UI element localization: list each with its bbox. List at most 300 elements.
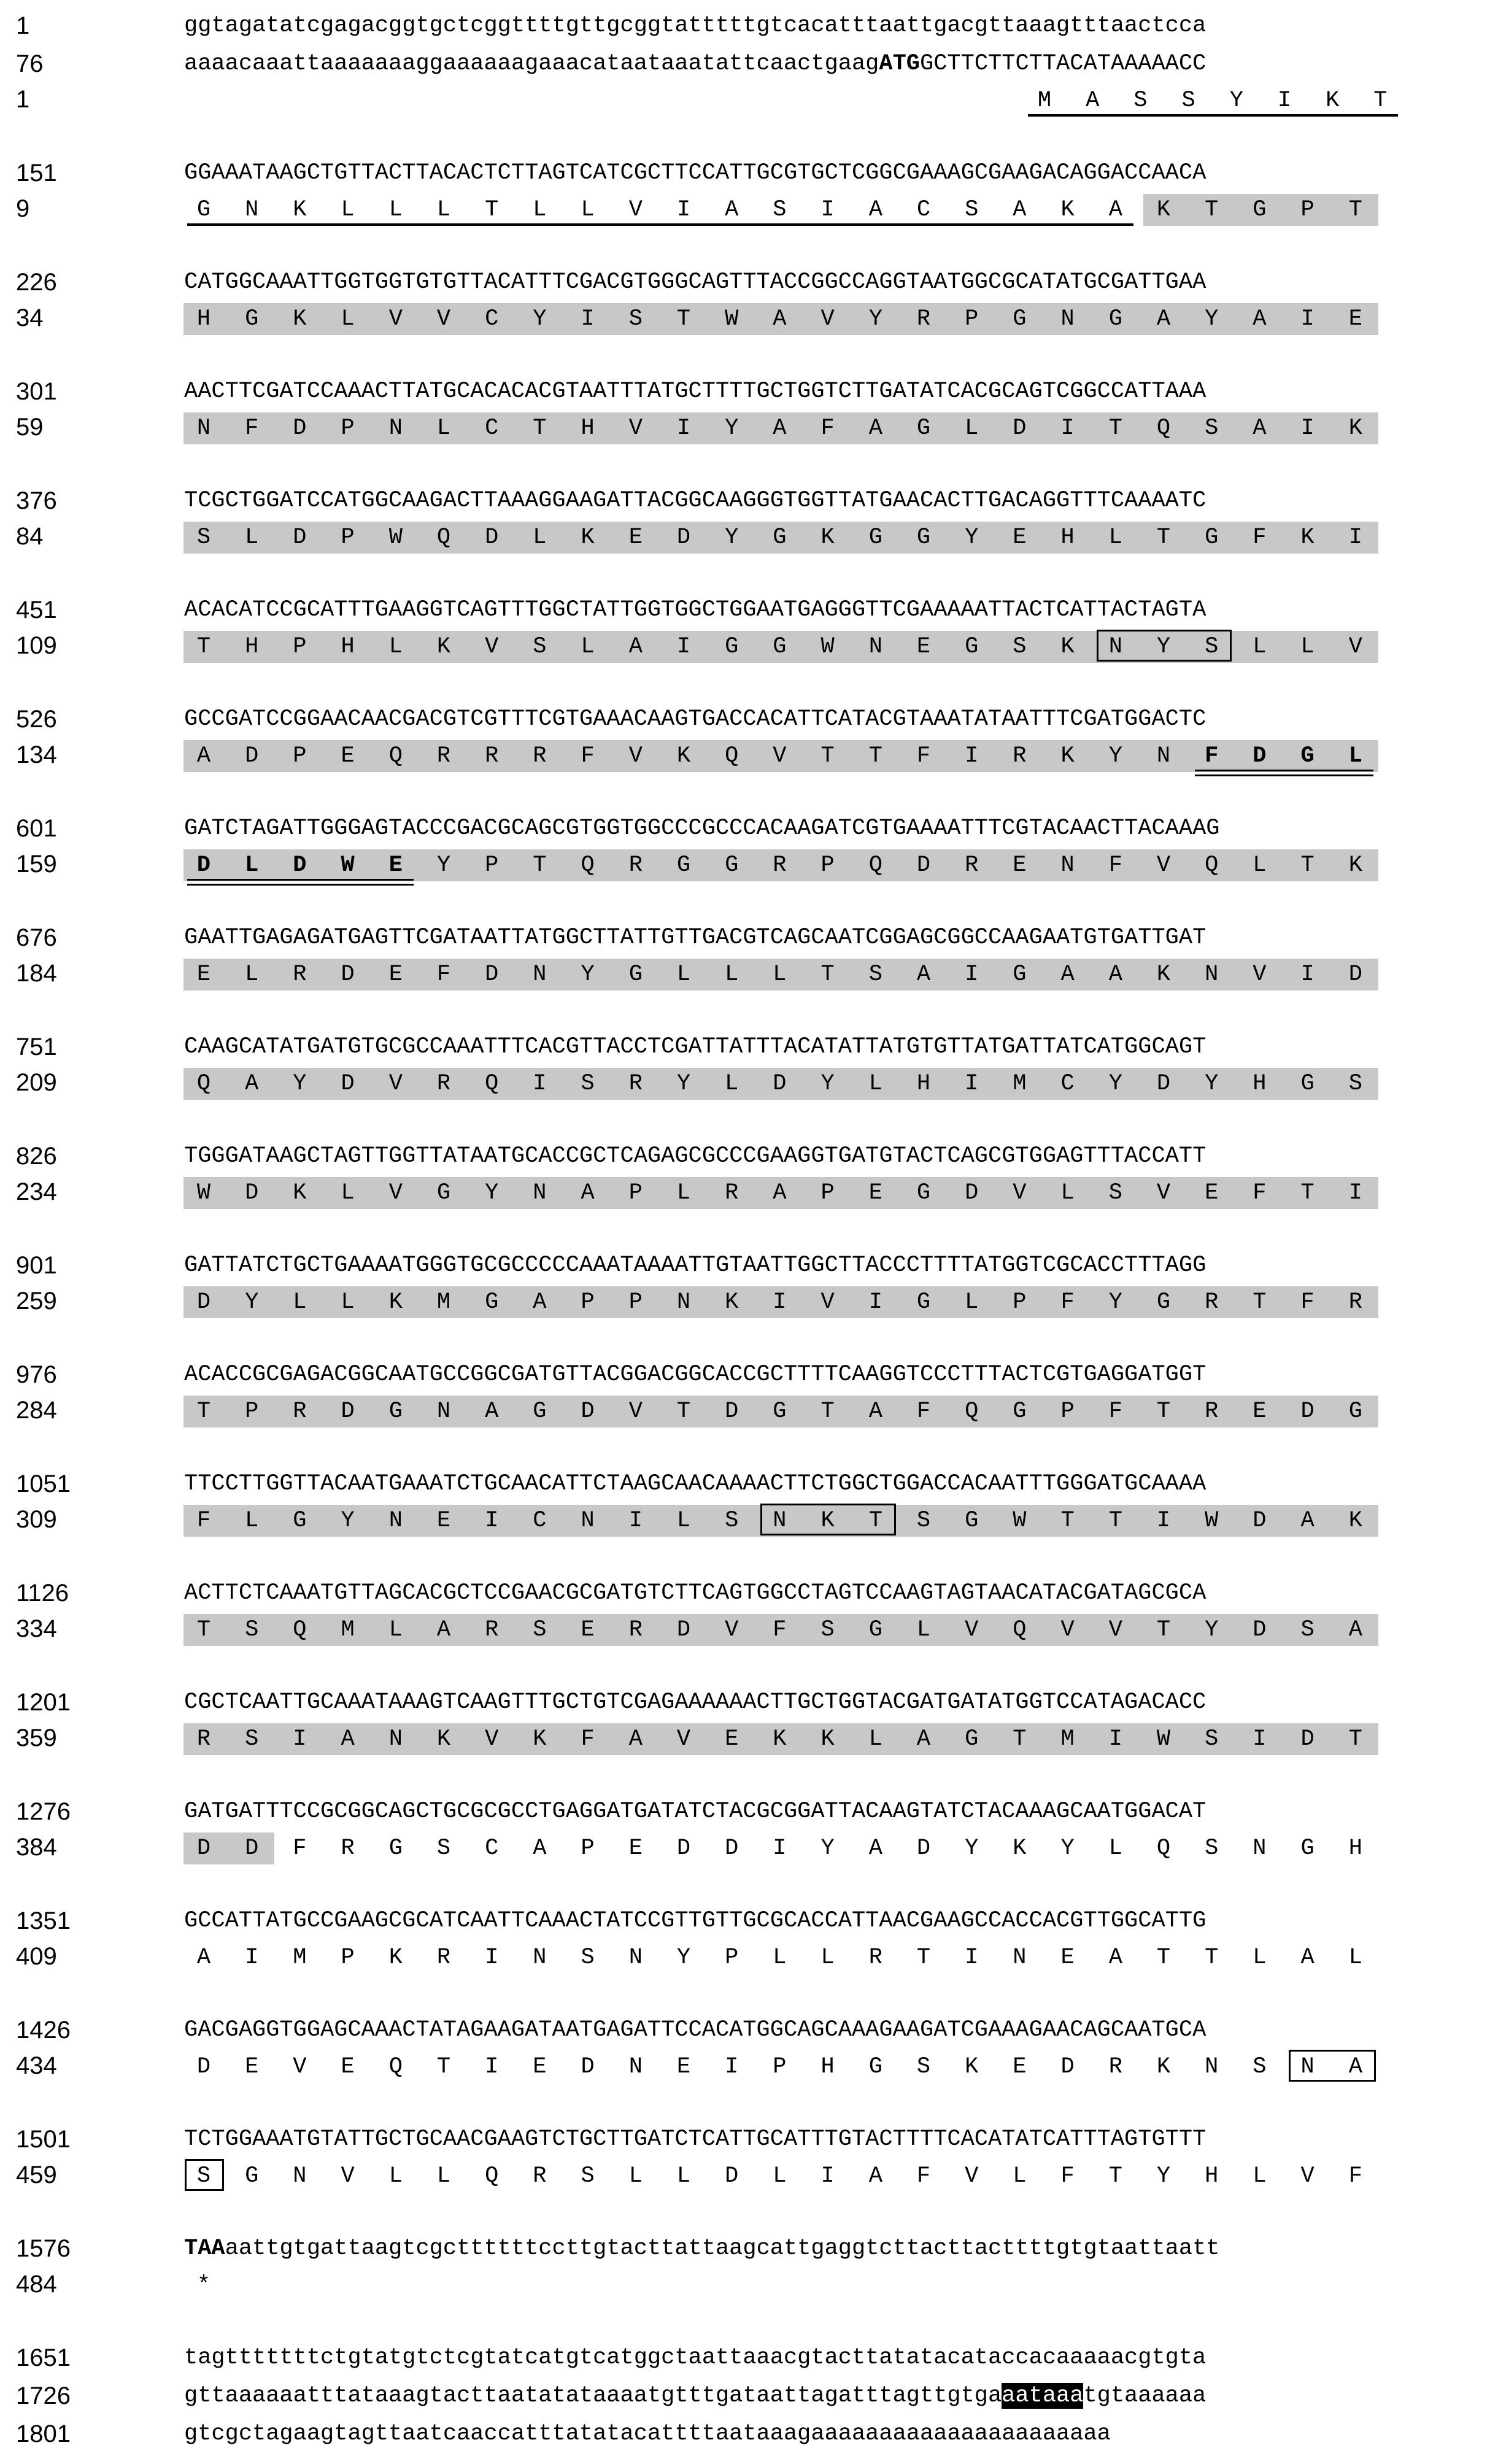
amino-acid: I	[1300, 306, 1315, 332]
amino-acid: G	[916, 415, 931, 441]
amino-acid: L	[1348, 1945, 1362, 1971]
amino-acid: A	[1253, 306, 1267, 332]
nt-position-number: 1201	[16, 1689, 71, 1716]
amino-acid: R	[916, 306, 931, 332]
nucleotide-sequence: GAATTGAGAGATGAGTTCGATAATTATGGCTTATTGTTGACGTCAGCAATCGGAGCGGCCAAGAATGTGATTGAT	[184, 925, 1207, 951]
amino-acid: R	[533, 743, 547, 769]
nucleotide-sequence	[184, 2381, 1479, 2411]
amino-acid: Y	[1108, 1289, 1122, 1315]
amino-acid: I	[965, 1071, 979, 1097]
amino-acid: I	[485, 1508, 499, 1534]
amino-acid: F	[820, 415, 835, 441]
glycosylation-site-box	[1097, 630, 1232, 662]
amino-acid: F	[1108, 1399, 1122, 1424]
amino-acid: T	[1156, 1617, 1171, 1643]
amino-acid-row	[184, 1833, 1479, 1864]
amino-acid: P	[1013, 1289, 1027, 1315]
amino-acid: K	[1013, 1836, 1027, 1861]
amino-acid: E	[1348, 306, 1362, 332]
amino-acid: A	[1108, 197, 1122, 223]
aa-position-number: 34	[16, 304, 44, 331]
nt-position-number: 1501	[16, 2126, 71, 2153]
amino-acid: L	[1108, 525, 1122, 550]
amino-acid: T	[436, 2054, 451, 2080]
amino-acid: I	[965, 743, 979, 769]
amino-acid: G	[868, 1617, 882, 1643]
nucleotide-sequence-rest: GCTTCTTCTTACATAAAAACC	[920, 51, 1207, 77]
amino-acid: S	[1181, 88, 1195, 114]
amino-acid: Y	[1108, 1071, 1122, 1097]
amino-acid: S	[1205, 1836, 1219, 1861]
nt-position-number: 601	[16, 815, 57, 842]
amino-acid-row	[184, 412, 1479, 444]
amino-acid: P	[341, 415, 355, 441]
amino-acid: V	[1013, 1180, 1027, 1206]
amino-acid: Y	[581, 962, 595, 987]
amino-acid: G	[1300, 1836, 1315, 1861]
amino-acid: F	[1205, 743, 1219, 769]
amino-acid: D	[1300, 1726, 1315, 1752]
amino-acid: P	[820, 852, 835, 878]
amino-acid: N	[196, 415, 211, 441]
amino-acid: N	[1205, 962, 1219, 987]
amino-acid: E	[245, 2054, 259, 2080]
amino-acid-row	[184, 303, 1479, 335]
amino-acid: N	[388, 415, 403, 441]
amino-acid: Q	[436, 525, 451, 550]
amino-acid: Q	[965, 1399, 979, 1424]
amino-acid: V	[1253, 962, 1267, 987]
amino-acid: L	[676, 1180, 691, 1206]
amino-acid: A	[1253, 415, 1267, 441]
amino-acid: T	[1205, 1945, 1219, 1971]
amino-acid: K	[1156, 2054, 1171, 2080]
amino-acid: Y	[965, 1836, 979, 1861]
amino-acid: L	[341, 1289, 355, 1315]
nucleotide-sequence: AACTTCGATCCAAACTTATGCACACACGTAATTTATGCTTTTGCTGGTCTTGATATCACGCAGTCGGCCATTAAA	[184, 379, 1207, 404]
amino-acid: Q	[868, 852, 882, 878]
amino-acid: N	[628, 2054, 643, 2080]
amino-acid: V	[293, 2054, 307, 2080]
amino-acid: E	[868, 1180, 882, 1206]
amino-acid: A	[1013, 197, 1027, 223]
amino-acid: L	[1300, 634, 1315, 660]
amino-acid: A	[1060, 962, 1075, 987]
amino-acid: Y	[485, 1180, 499, 1206]
glycosylation-site-box	[185, 2159, 224, 2191]
amino-acid: Y	[1229, 88, 1243, 114]
nucleotide-sequence: ggtagatatcgagacggtgctcggttttgttgcggtatttttgtcacatttaattgacgttaaagtttaactcca	[184, 13, 1207, 39]
amino-acid-row	[184, 959, 1479, 991]
nucleotide-sequence: CGCTCAATTGCAAATAAAGTCAAGTTTGCTGTCGAGAAAAAACTTGCTGGTACGATGATATGGTCCATAGACACC	[184, 1690, 1207, 1715]
amino-acid: D	[676, 1617, 691, 1643]
amino-acid: I	[820, 197, 835, 223]
amino-acid: P	[628, 1180, 643, 1206]
nucleotide-sequence	[184, 2234, 1479, 2263]
amino-acid: S	[196, 2163, 211, 2189]
amino-acid: R	[1348, 1289, 1362, 1315]
amino-acid: C	[533, 1508, 547, 1534]
amino-acid: A	[773, 415, 787, 441]
nt-position-number: 1801	[16, 2420, 71, 2447]
amino-acid: L	[436, 2163, 451, 2189]
amino-acid: N	[1060, 306, 1075, 332]
amino-acid: F	[1108, 852, 1122, 878]
amino-acid: S	[1013, 634, 1027, 660]
nucleotide-sequence: TCTGGAAATGTATTGCTGCAACGAAGTCTGCTTGATCTCATTGCATTTGTACTTTTCACATATCATTTAGTGTTT	[184, 2126, 1207, 2152]
amino-acid: D	[916, 1836, 931, 1861]
amino-acid: T	[676, 1399, 691, 1424]
amino-acid: R	[1108, 2054, 1122, 2080]
amino-acid: I	[245, 1945, 259, 1971]
amino-acid: P	[485, 852, 499, 878]
amino-acid: D	[196, 2054, 211, 2080]
amino-acid: Y	[676, 1071, 691, 1097]
amino-acid: L	[1348, 743, 1362, 769]
amino-acid: H	[1205, 2163, 1219, 2189]
aa-position-number: 484	[16, 2271, 57, 2298]
amino-acid: A	[916, 962, 931, 987]
amino-acid: C	[485, 1836, 499, 1861]
nt-position-number: 976	[16, 1361, 57, 1388]
amino-acid: Q	[293, 1617, 307, 1643]
amino-acid: M	[1037, 88, 1052, 114]
amino-acid: Y	[965, 525, 979, 550]
amino-acid: K	[773, 1726, 787, 1752]
stop-codon: TAA	[184, 2236, 225, 2261]
amino-acid: Q	[1156, 1836, 1171, 1861]
amino-acid-row	[184, 1942, 1479, 1974]
amino-acid: Y	[868, 306, 882, 332]
amino-acid: S	[725, 1508, 739, 1534]
amino-acid: F	[1253, 1180, 1267, 1206]
nucleotide-sequence: TGGGATAAGCTAGTTGGTTATAATGCACCGCTCAGAGCGCCCGAAGGTGATGTACTCAGCGTGGAGTTTACCATT	[184, 1143, 1207, 1169]
amino-acid: L	[388, 1617, 403, 1643]
amino-acid: G	[485, 1289, 499, 1315]
amino-acid: T	[533, 415, 547, 441]
amino-acid: V	[1156, 852, 1171, 878]
amino-acid: V	[388, 306, 403, 332]
amino-acid: K	[388, 1289, 403, 1315]
amino-acid: W	[725, 306, 739, 332]
aa-position-number: 134	[16, 741, 57, 768]
amino-acid: A	[1108, 1945, 1122, 1971]
amino-acid: R	[965, 852, 979, 878]
amino-acid: L	[725, 1071, 739, 1097]
amino-acid: I	[1156, 1508, 1171, 1534]
nt-position-number: 826	[16, 1143, 57, 1170]
amino-acid: G	[916, 525, 931, 550]
signal-peptide-underline	[187, 223, 1133, 226]
amino-acid: L	[245, 962, 259, 987]
amino-acid: R	[485, 743, 499, 769]
amino-acid: I	[1300, 415, 1315, 441]
amino-acid: R	[485, 1617, 499, 1643]
amino-acid: N	[436, 1399, 451, 1424]
amino-acid: E	[916, 634, 931, 660]
nt-position-number: 301	[16, 378, 57, 405]
amino-acid: L	[581, 197, 595, 223]
amino-acid: L	[436, 415, 451, 441]
amino-acid: R	[533, 2163, 547, 2189]
amino-acid: T	[1156, 1945, 1171, 1971]
amino-acid: R	[725, 1180, 739, 1206]
amino-acid: F	[196, 1508, 211, 1534]
amino-acid: K	[820, 525, 835, 550]
amino-acid: I	[293, 1726, 307, 1752]
amino-acid: W	[341, 852, 355, 878]
amino-acid: A	[773, 306, 787, 332]
amino-acid: Y	[725, 525, 739, 550]
amino-acid: D	[293, 415, 307, 441]
amino-acid: N	[868, 634, 882, 660]
amino-acid: W	[820, 634, 835, 660]
amino-acid: P	[293, 634, 307, 660]
aa-position-number: 184	[16, 960, 57, 987]
amino-acid: D	[341, 1071, 355, 1097]
amino-acid: R	[628, 1617, 643, 1643]
amino-acid: T	[1108, 415, 1122, 441]
amino-acid: D	[341, 962, 355, 987]
amino-acid: N	[245, 197, 259, 223]
amino-acid: M	[1060, 1726, 1075, 1752]
amino-acid: R	[293, 962, 307, 987]
nucleotide-sequence-rest: tgtaaaaaa	[1083, 2383, 1207, 2409]
amino-acid: A	[628, 1726, 643, 1752]
amino-acid: Y	[1205, 1071, 1219, 1097]
amino-acid: V	[485, 1726, 499, 1752]
nt-position-number: 1576	[16, 2235, 71, 2262]
amino-acid: T	[196, 1617, 211, 1643]
amino-acid: H	[916, 1071, 931, 1097]
amino-acid: L	[773, 2163, 787, 2189]
amino-acid: T	[533, 852, 547, 878]
amino-acid-row	[184, 1286, 1479, 1318]
amino-acid: T	[1156, 1399, 1171, 1424]
amino-acid: T	[820, 1399, 835, 1424]
amino-acid: D	[1060, 2054, 1075, 2080]
amino-acid: F	[245, 415, 259, 441]
amino-acid: L	[1253, 852, 1267, 878]
amino-acid: I	[1277, 88, 1292, 114]
amino-acid: I	[773, 1836, 787, 1861]
amino-acid: Y	[1060, 1836, 1075, 1861]
aa-position-number: 159	[16, 851, 57, 878]
amino-acid: V	[676, 1726, 691, 1752]
nucleotide-sequence: gtcgctagaagtagttaatcaaccatttatatacattttaataaagaaaaaaaaaaaaaaaaaaaaaa	[184, 2421, 1111, 2447]
amino-acid: D	[1013, 415, 1027, 441]
amino-acid: A	[196, 743, 211, 769]
aa-position-number: 259	[16, 1288, 57, 1315]
amino-acid: D	[1348, 962, 1362, 987]
amino-acid: V	[820, 1289, 835, 1315]
polyadenylation-signal: aataaa	[1002, 2383, 1084, 2409]
nt-position-number: 1126	[16, 1580, 69, 1607]
amino-acid: F	[773, 1617, 787, 1643]
amino-acid: Y	[341, 1508, 355, 1534]
amino-acid: R	[1013, 743, 1027, 769]
amino-acid: T	[1013, 1726, 1027, 1752]
amino-acid: V	[341, 2163, 355, 2189]
aa-position-number: 284	[16, 1397, 57, 1424]
amino-acid: N	[1253, 1836, 1267, 1861]
amino-acid: N	[1013, 1945, 1027, 1971]
amino-acid: R	[868, 1945, 882, 1971]
amino-acid: I	[1300, 962, 1315, 987]
amino-acid: Y	[676, 1945, 691, 1971]
amino-acid: Q	[485, 2163, 499, 2189]
amino-acid: L	[388, 634, 403, 660]
amino-acid: L	[676, 2163, 691, 2189]
amino-acid: V	[1300, 2163, 1315, 2189]
amino-acid: V	[725, 1617, 739, 1643]
nucleotide-sequence: GCCGATCCGGAACAACGACGTCGTTTCGTGAAACAAGTGACCACATTCATACGTAAATATAATTTCGATGGACTC	[184, 706, 1207, 732]
aa-position-number: 359	[16, 1724, 57, 1751]
amino-acid: A	[533, 1836, 547, 1861]
amino-acid: H	[1060, 525, 1075, 550]
amino-acid: G	[773, 634, 787, 660]
amino-acid: L	[725, 962, 739, 987]
amino-acid: F	[436, 962, 451, 987]
amino-acid-row	[184, 1396, 1479, 1427]
amino-acid: V	[388, 1071, 403, 1097]
amino-acid: D	[965, 1180, 979, 1206]
amino-acid: A	[773, 1180, 787, 1206]
amino-acid: K	[1348, 852, 1362, 878]
amino-acid: L	[341, 197, 355, 223]
amino-acid: H	[581, 415, 595, 441]
nt-position-number: 76	[16, 50, 44, 77]
amino-acid: G	[1013, 962, 1027, 987]
amino-acid: M	[341, 1617, 355, 1643]
amino-acid: G	[725, 852, 739, 878]
aa-position-number: 334	[16, 1615, 57, 1642]
nt-position-number: 1726	[16, 2382, 71, 2409]
amino-acid: Y	[1156, 2163, 1171, 2189]
amino-acid: S	[1205, 634, 1219, 660]
amino-acid: S	[1108, 1180, 1122, 1206]
nucleotide-sequence	[184, 49, 1479, 79]
amino-acid: L	[868, 1071, 882, 1097]
amino-acid: P	[820, 1180, 835, 1206]
amino-acid: A	[581, 1180, 595, 1206]
amino-acid: D	[1253, 743, 1267, 769]
glycosylation-site-box	[1289, 2050, 1376, 2082]
amino-acid: F	[1060, 2163, 1075, 2189]
amino-acid: P	[245, 1399, 259, 1424]
amino-acid: V	[1156, 1180, 1171, 1206]
amino-acid: L	[1253, 634, 1267, 660]
amino-acid: M	[436, 1289, 451, 1315]
amino-acid: L	[773, 962, 787, 987]
amino-acid: L	[245, 1508, 259, 1534]
amino-acid: K	[436, 634, 451, 660]
amino-acid: E	[1013, 852, 1027, 878]
amino-acid: S	[581, 1071, 595, 1097]
amino-acid: T	[868, 1508, 882, 1534]
amino-acid: F	[581, 743, 595, 769]
amino-acid: T	[676, 306, 691, 332]
amino-acid: G	[916, 1289, 931, 1315]
amino-acid: D	[293, 525, 307, 550]
amino-acid: K	[1348, 415, 1362, 441]
amino-acid: L	[1253, 1945, 1267, 1971]
amino-acid: E	[341, 2054, 355, 2080]
nt-position-number: 151	[16, 160, 57, 187]
amino-acid: D	[293, 852, 307, 878]
amino-acid: K	[1060, 634, 1075, 660]
amino-acid: R	[341, 1836, 355, 1861]
amino-acid: L	[533, 197, 547, 223]
amino-acid: K	[1326, 88, 1340, 114]
amino-acid: G	[1205, 525, 1219, 550]
amino-acid: A	[436, 1617, 451, 1643]
amino-acid: E	[1205, 1180, 1219, 1206]
amino-acid: A	[725, 197, 739, 223]
nucleotide-sequence: ACACATCCGCATTTGAAGGTCAGTTTGGCTATTGGTGGCTGGAATGAGGGTTCGAAAAATTACTCATTACTAGTA	[184, 597, 1207, 623]
amino-acid: G	[773, 1399, 787, 1424]
amino-acid: T	[196, 1399, 211, 1424]
amino-acid: G	[725, 634, 739, 660]
amino-acid-row	[184, 1505, 1479, 1537]
amino-acid: G	[773, 525, 787, 550]
amino-acid: R	[628, 1071, 643, 1097]
amino-acid: Y	[436, 852, 451, 878]
amino-acid: M	[1013, 1071, 1027, 1097]
amino-acid: S	[1205, 415, 1219, 441]
amino-acid-row	[184, 849, 1479, 881]
amino-acid: S	[1300, 1617, 1315, 1643]
amino-acid: T	[196, 634, 211, 660]
amino-acid: L	[916, 1617, 931, 1643]
amino-acid: R	[1205, 1289, 1219, 1315]
amino-acid: N	[628, 1945, 643, 1971]
amino-acid: G	[293, 1508, 307, 1534]
amino-acid: F	[1060, 1289, 1075, 1315]
amino-acid-row	[184, 1723, 1479, 1755]
amino-acid: E	[1013, 525, 1027, 550]
signal-peptide-underline	[1028, 114, 1398, 117]
amino-acid-row	[184, 2051, 1479, 2083]
amino-acid: E	[581, 1617, 595, 1643]
amino-acid: T	[1348, 1726, 1362, 1752]
amino-acid: E	[388, 962, 403, 987]
amino-acid: L	[341, 306, 355, 332]
amino-acid: T	[1300, 852, 1315, 878]
amino-acid: Q	[725, 743, 739, 769]
amino-acid: V	[628, 743, 643, 769]
amino-acid: D	[725, 1836, 739, 1861]
amino-acid: K	[1060, 197, 1075, 223]
amino-acid: N	[293, 2163, 307, 2189]
aa-position-number: 384	[16, 1834, 57, 1861]
amino-acid: T	[1108, 1508, 1122, 1534]
amino-acid: G	[965, 1726, 979, 1752]
amino-acid: A	[1348, 1617, 1362, 1643]
amino-acid: D	[196, 1836, 211, 1861]
amino-acid: Y	[1205, 1617, 1219, 1643]
aa-position-number: 84	[16, 523, 44, 550]
amino-acid: T	[1205, 197, 1219, 223]
amino-acid: E	[196, 962, 211, 987]
amino-acid: G	[388, 1399, 403, 1424]
stop-symbol: *	[196, 2273, 211, 2298]
amino-acid: I	[965, 1945, 979, 1971]
amino-acid: A	[1348, 2054, 1362, 2080]
amino-acid: S	[436, 1836, 451, 1861]
amino-acid: C	[916, 197, 931, 223]
amino-acid: I	[676, 634, 691, 660]
